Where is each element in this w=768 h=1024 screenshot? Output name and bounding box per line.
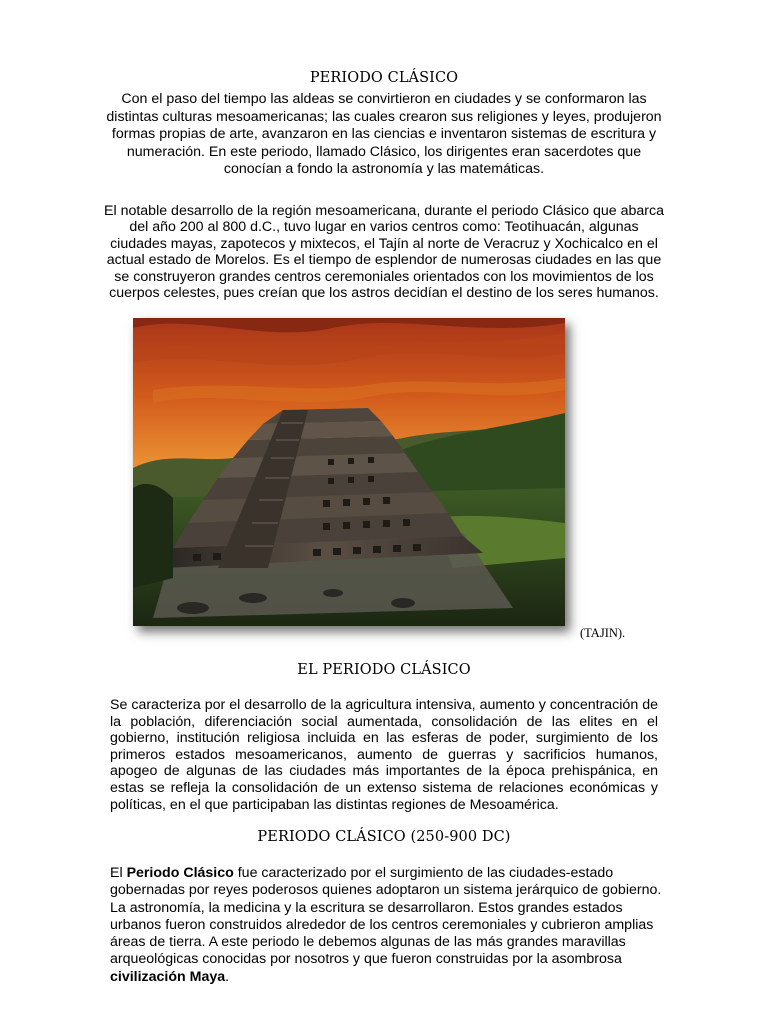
paragraph-caracteriza: Se caracteriza por el desarrollo de la agricultura intensiva, aumento y concentración de la población, diferenciación social aumentada, consolidación de las elites en el gobierno, institución religiosa incluida en las esferas de poder, surgimiento de los primeros estados mesoamericanos, aumento de guerras y sacrificios humanos, apogeo de algunas de las ciudades más importantes de la época prehispánica, en estas se refleja la consolidación de un extenso sistema de relaciones económicas y políticas, en el que participaban las distintas regiones de Mesoamérica.: [110, 697, 658, 813]
para4-lead: El: [110, 865, 127, 881]
paragraph-intro: Con el paso del tiempo las aldeas se convirtieron en ciudades y se conformaron las distintas culturas mesoamericanas; las cuales crearon sus religiones y leyes, produjeron formas propias de arte, avanzaron en las ciencias e inventaron sistemas de escritura y numeración. En este periodo, llamado Clásico, los dirigentes eran sacerdotes que conocían a fondo la astronomía y las matemáticas.: [106, 91, 662, 178]
para4-middle: fue caracterizado por el surgimiento de las ciudades-estado gobernadas por reyes poderosos quienes adoptaron un sistema jerárquico de gobierno. La astronomía, la medicina y la escritura se desarrollaron. Estos grandes estados urbanos fueron construidos alrededor de los centros ceremoniales y cubrieron amplias áreas de tierra. A este periodo le debemos algunas de las más grandes maravillas arqueológicas conocidas por nosotros y que fueron construidas por la asombrosa: [110, 865, 662, 968]
bold-term-civilizacion-maya: civilización Maya: [110, 968, 226, 985]
section-heading-periodo-clasico: PERIODO CLÁSICO: [309, 70, 459, 86]
section-heading-el-periodo-clasico: EL PERIODO CLÁSICO: [297, 662, 471, 678]
section-heading-periodo-clasico-dates: PERIODO CLÁSICO (250-900 DC): [257, 829, 511, 845]
tajin-pyramid-photo: [133, 318, 565, 626]
image-caption: (TAJIN).: [580, 626, 626, 640]
paragraph-desarrollo: El notable desarrollo de la región mesoamericana, durante el periodo Clásico que abarca del año 200 al 800 d.C., tuvo lugar en varios centros como: Teotihuacán, algunas ciudades mayas, zapotecos y mixtecos, el Tajín al norte de Veracruz y Xochicalco en el actual estado de Morelos. Es el tiempo de esplendor de numerosas ciudades en las que se construyeron grandes centros ceremoniales orientados con los movimientos de los cuerpos celestes, pues creían que los astros decidían el destino de los seres humanos.: [104, 203, 664, 302]
bold-term-periodo-clasico: Periodo Clásico: [126, 865, 234, 881]
paragraph-ciudades-estado: [110, 865, 662, 986]
para4-end: .: [225, 968, 230, 985]
